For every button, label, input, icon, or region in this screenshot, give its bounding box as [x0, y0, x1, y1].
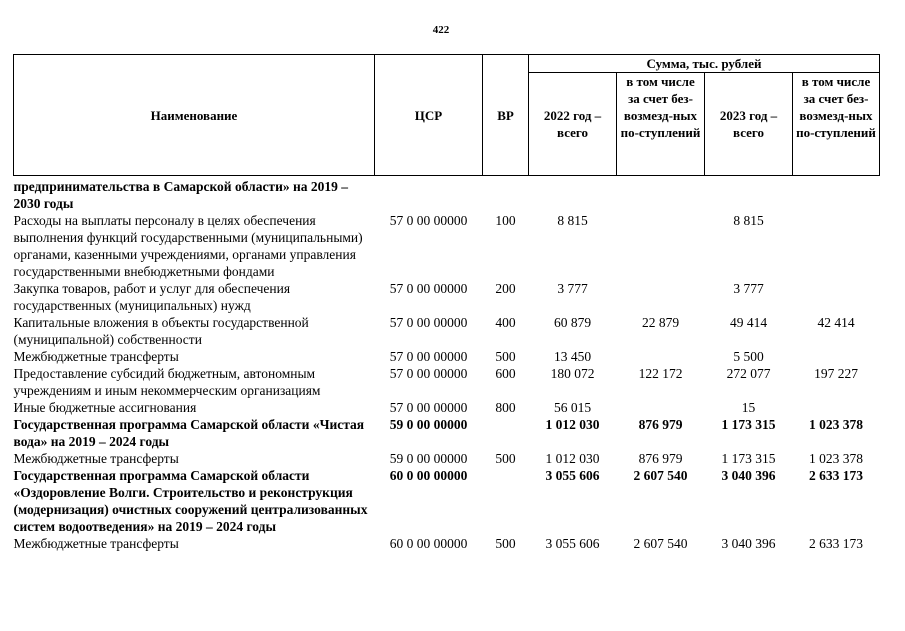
- row-2022-total: 60 879: [553, 315, 592, 330]
- row-2022-free: [617, 212, 705, 280]
- row-name: Расходы на выплаты персоналу в целях обеспечения выполнения функций государственными (муниципальными) органами, казенными учреждениями, органами управления государственными внебюджетными фондами: [13, 213, 363, 279]
- header-2023-total: 2023 год – всего: [705, 73, 793, 176]
- row-csr: 57 0 00 00000: [389, 315, 468, 330]
- row-2023-total: 3 777: [733, 281, 764, 296]
- row-2023-total: [705, 176, 793, 213]
- row-2022-total: 1 012 030: [545, 451, 600, 466]
- row-2023-free: [793, 176, 880, 213]
- row-2023-free: 42 414: [817, 315, 855, 330]
- row-name: предпринимательства в Самарской области» на 2019 – 2030 годы: [13, 179, 348, 211]
- row-vr: 600: [495, 366, 516, 381]
- row-2022-total: 180 072: [550, 366, 595, 381]
- row-2023-total: 8 815: [733, 213, 764, 228]
- row-csr: 57 0 00 00000: [389, 400, 468, 415]
- row-csr: [375, 176, 483, 213]
- header-sum: Сумма, тыс. рублей: [529, 55, 880, 73]
- table-row: [14, 348, 880, 365]
- row-csr: 57 0 00 00000: [389, 213, 468, 228]
- row-name: Предоставление субсидий бюджетным, автономным учреждениям и иным некоммерческим организациям: [13, 366, 321, 398]
- budget-table: [13, 54, 880, 552]
- row-2023-total: 1 173 315: [721, 417, 776, 432]
- table-row: [14, 399, 880, 416]
- table-row: [14, 365, 880, 399]
- row-2023-free: [793, 399, 880, 416]
- table-row: [14, 535, 880, 552]
- row-vr: 400: [495, 315, 516, 330]
- row-2023-free: 1 023 378: [809, 417, 863, 432]
- header-csr: ЦСР: [375, 55, 483, 176]
- header-name: Наименование: [14, 55, 375, 176]
- row-2023-free: [793, 212, 880, 280]
- row-2023-total: 272 077: [726, 366, 771, 381]
- row-2022-free: 2 607 540: [633, 468, 688, 483]
- row-csr: 60 0 00 00000: [389, 536, 468, 551]
- row-2022-total: 1 012 030: [545, 417, 600, 432]
- table-row: [14, 212, 880, 280]
- table-row: [14, 314, 880, 348]
- row-2023-free: 2 633 173: [809, 468, 863, 483]
- row-csr: 57 0 00 00000: [389, 349, 468, 364]
- row-2022-free: 22 879: [641, 315, 680, 330]
- header-2022-total: 2022 год – всего: [529, 73, 617, 176]
- row-csr: 60 0 00 00000: [389, 468, 468, 483]
- row-2022-total: 13 450: [553, 349, 592, 364]
- row-2022-free: 876 979: [638, 417, 683, 432]
- row-2023-total: 1 173 315: [721, 451, 776, 466]
- table-row: [14, 450, 880, 467]
- row-2022-total: 56 015: [553, 400, 592, 415]
- row-name: Закупка товаров, работ и услуг для обеспечения государственных (муниципальных) нужд: [13, 281, 291, 313]
- row-2023-free: [793, 280, 880, 314]
- row-2022-free: 2 607 540: [633, 536, 688, 551]
- table-row: [14, 176, 880, 213]
- row-name: Межбюджетные трансферты: [13, 349, 179, 364]
- row-2023-free: 2 633 173: [809, 536, 863, 551]
- row-2022-total: 3 055 606: [545, 468, 600, 483]
- table-row: [14, 280, 880, 314]
- table-row: [14, 467, 880, 535]
- row-vr: [483, 467, 529, 535]
- row-2023-total: 3 040 396: [721, 536, 776, 551]
- row-2022-total: 3 055 606: [545, 536, 600, 551]
- table-row: [14, 416, 880, 450]
- row-2022-free: [617, 280, 705, 314]
- row-vr: [483, 176, 529, 213]
- row-2022-total: [529, 176, 617, 213]
- row-name: Межбюджетные трансферты: [13, 451, 179, 466]
- row-2022-free: 122 172: [638, 366, 683, 381]
- row-name: Государственная программа Самарской области «Оздоровление Волги. Строительство и реконструкция (модернизация) очистных сооружений централизованных систем водоотведения» на 2019 – 2024 годы: [13, 468, 368, 534]
- row-2023-total: 49 414: [729, 315, 768, 330]
- header-2023-free: в том числе за счет без-возмезд-ных по-ступлений: [793, 73, 880, 176]
- row-2023-total: 15: [741, 400, 756, 415]
- row-2023-free: 197 227: [814, 366, 858, 381]
- row-2022-free: [617, 399, 705, 416]
- row-2022-total: 8 815: [557, 213, 588, 228]
- row-name: Капитальные вложения в объекты государственной (муниципальной) собственности: [13, 315, 309, 347]
- row-csr: 57 0 00 00000: [389, 366, 468, 381]
- header-2022-free: в том числе за счет без-возмезд-ных по-ступлений: [617, 73, 705, 176]
- row-vr: 800: [495, 400, 516, 415]
- row-2023-free: [793, 348, 880, 365]
- row-csr: 59 0 00 00000: [389, 417, 468, 432]
- row-vr: 100: [495, 213, 516, 228]
- row-2022-free: 876 979: [638, 451, 683, 466]
- row-name: Государственная программа Самарской области «Чистая вода» на 2019 – 2024 годы: [13, 417, 365, 449]
- table-body: [14, 176, 880, 553]
- row-2023-free: 1 023 378: [809, 451, 863, 466]
- row-2023-total: 3 040 396: [721, 468, 776, 483]
- row-vr: 500: [495, 451, 516, 466]
- row-2022-total: 3 777: [557, 281, 588, 296]
- row-vr: 200: [495, 281, 516, 296]
- page-number: 422: [432, 24, 450, 36]
- header-vr: ВР: [483, 55, 529, 176]
- table-header: [14, 55, 880, 176]
- row-csr: 59 0 00 00000: [389, 451, 468, 466]
- row-vr: 500: [495, 536, 516, 551]
- row-vr: [483, 416, 529, 450]
- row-2023-total: 5 500: [733, 349, 764, 364]
- row-name: Иные бюджетные ассигнования: [13, 400, 197, 415]
- row-2022-free: [617, 176, 705, 213]
- row-csr: 57 0 00 00000: [389, 281, 468, 296]
- row-name: Межбюджетные трансферты: [13, 536, 179, 551]
- row-2022-free: [617, 348, 705, 365]
- row-vr: 500: [495, 349, 516, 364]
